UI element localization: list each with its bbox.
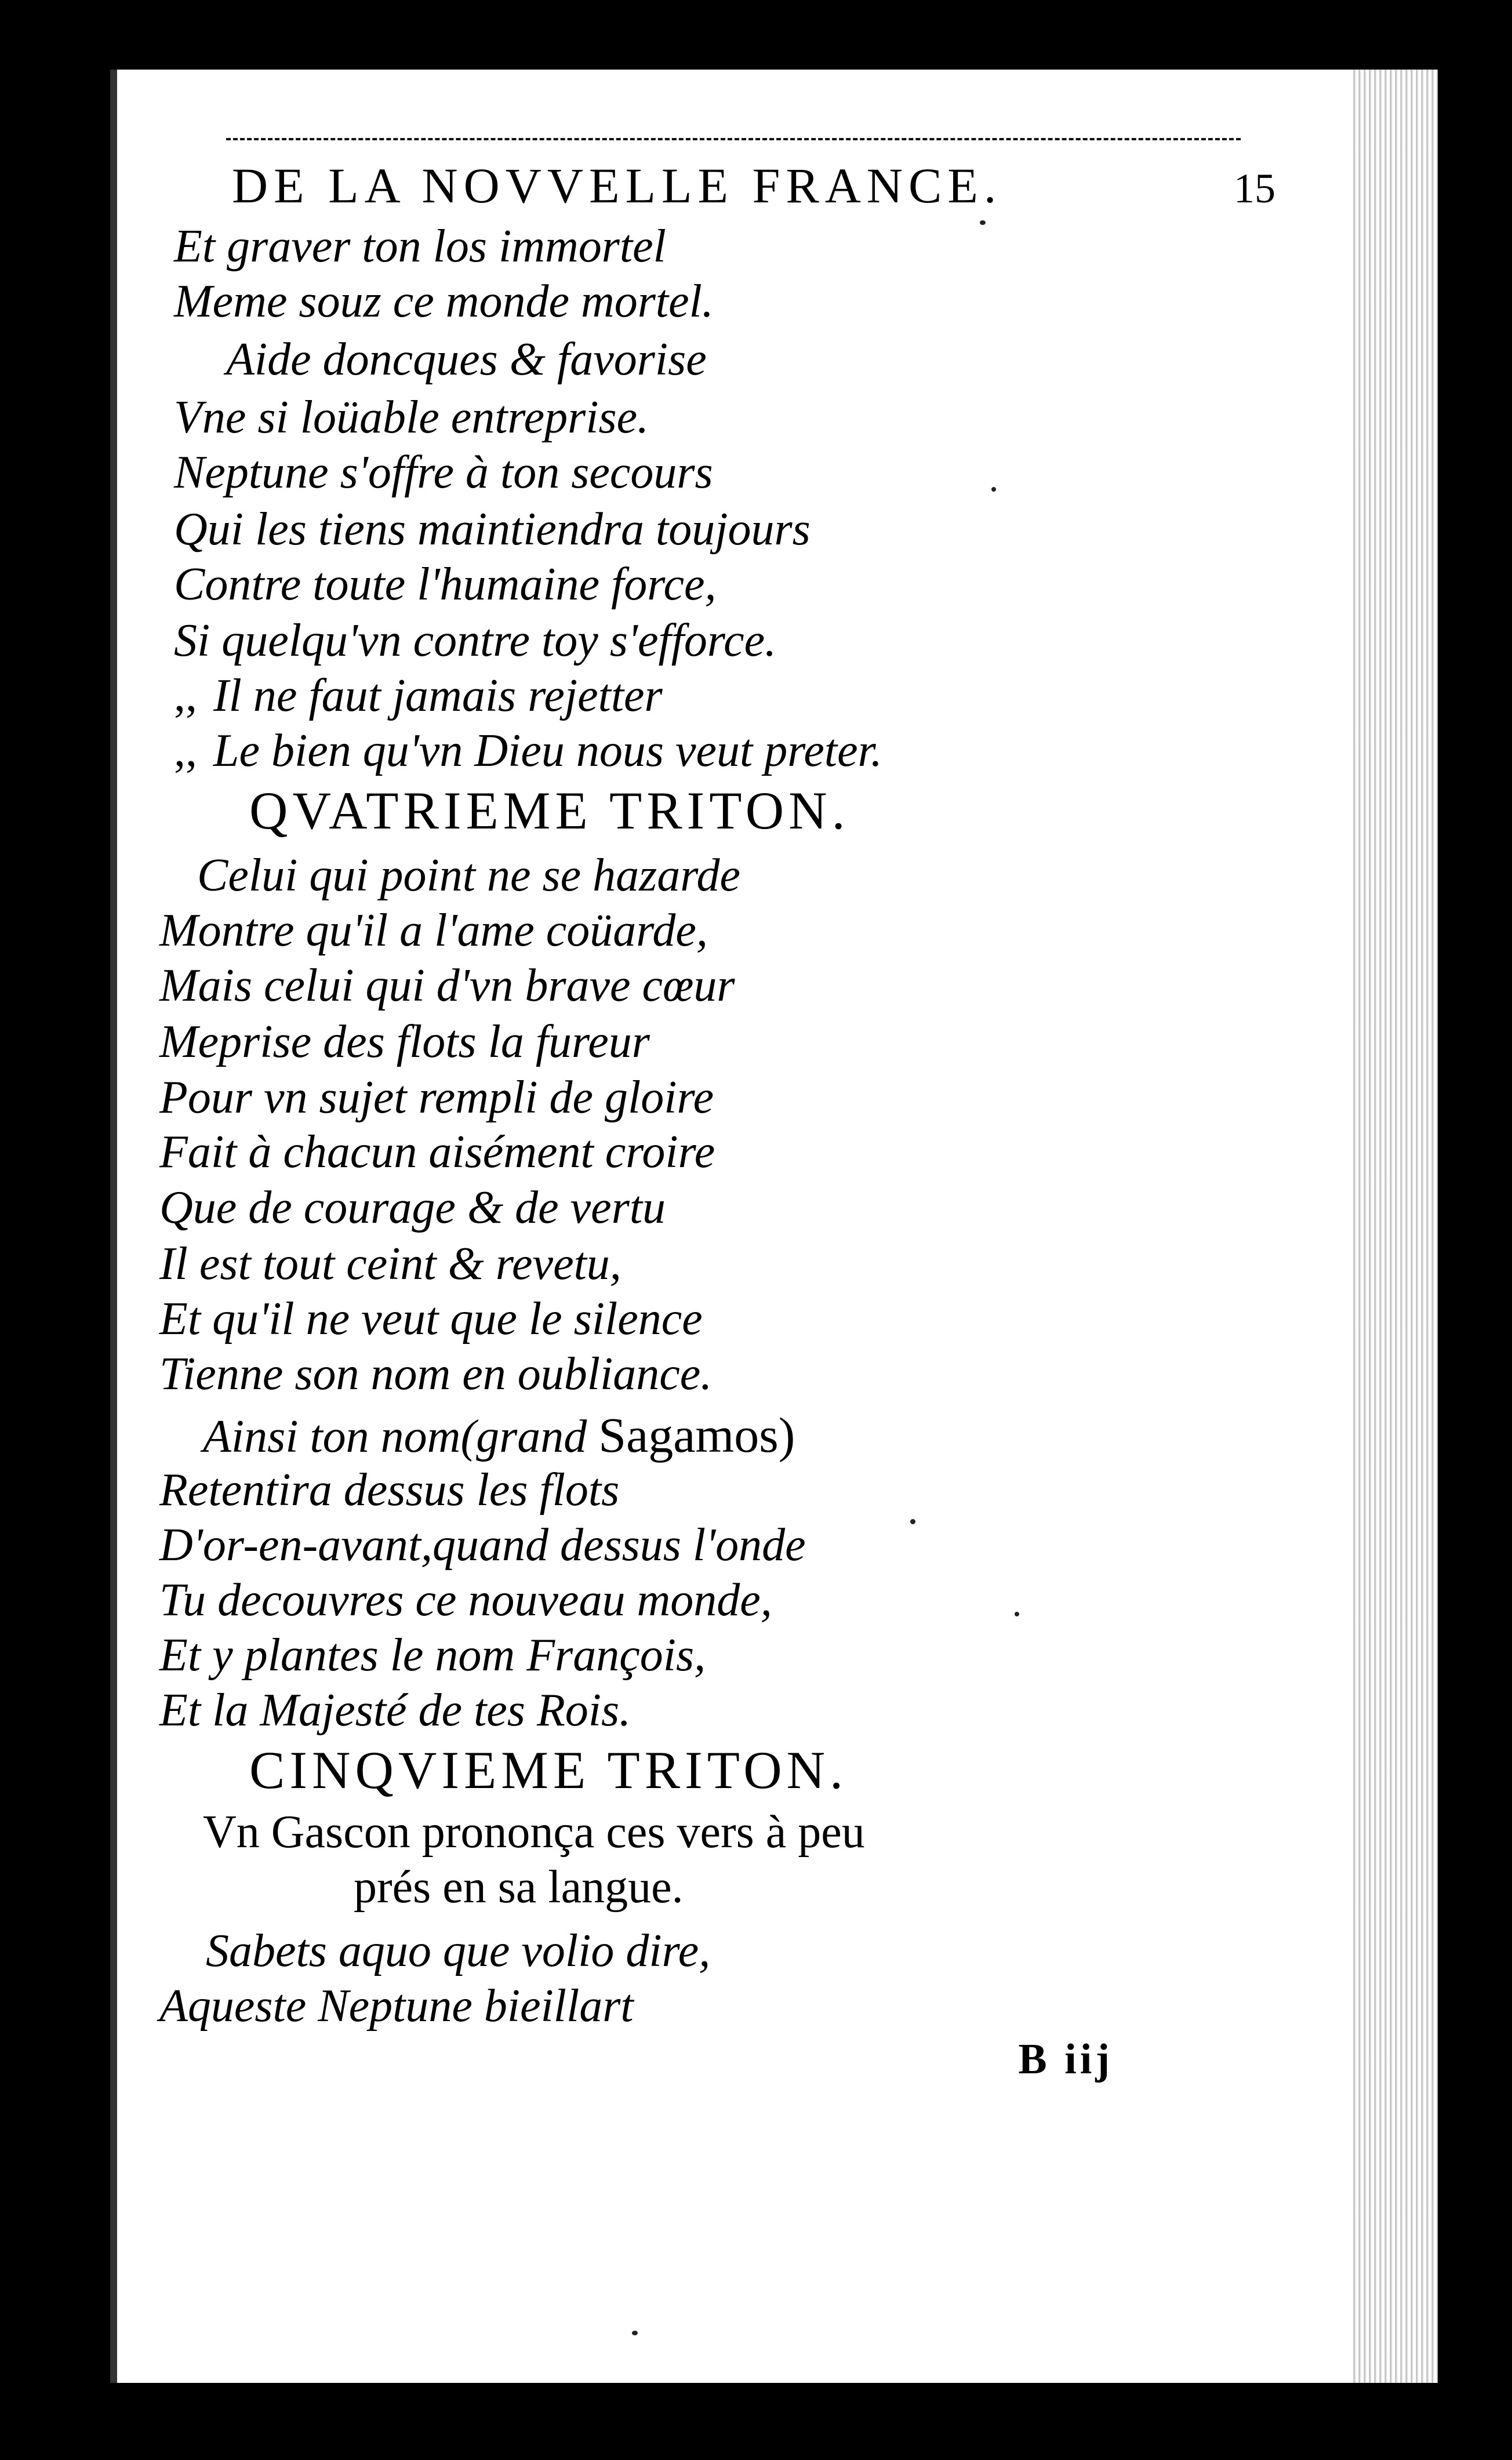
- verse-line: Et qu'il ne veut que le silence: [159, 1293, 703, 1345]
- section-heading: CINQVIEME TRITON.: [249, 1740, 848, 1800]
- verse-line: Sabets aquo que volio dire,: [206, 1925, 711, 1976]
- verse-line: Montre qu'il a l'ame coüarde,: [159, 905, 708, 956]
- verse-line: Retentira dessus les flots: [159, 1465, 620, 1516]
- verse-line: Contre toute l'humaine force,: [174, 559, 717, 610]
- verse-line: Si quelqu'vn contre toy s'efforce.: [174, 615, 777, 666]
- scan-speck: [991, 487, 996, 492]
- quote-mark: ,,: [174, 670, 197, 721]
- scan-edge-noise: [1351, 70, 1438, 2383]
- verse-line-mixed: [203, 1409, 795, 1463]
- verse-line: Neptune s'offre à ton secours: [174, 447, 713, 498]
- verse-line: Meprise des flots la fureur: [159, 1016, 650, 1067]
- verse-line: Meme souz ce monde mortel.: [174, 276, 714, 327]
- verse-line: Tienne son nom en oubliance.: [159, 1349, 713, 1400]
- running-header: [232, 157, 1275, 220]
- verse-text: Il ne faut jamais rejetter: [213, 670, 663, 721]
- section-heading: QVATRIEME TRITON.: [249, 781, 850, 840]
- verse-line: Tu decouvres ce nouveau monde,: [159, 1575, 772, 1626]
- signature-mark: B iij: [1018, 2036, 1113, 2083]
- verse-line: D'or-en-avant,quand dessus l'onde: [159, 1520, 806, 1571]
- verse-line-quoted: [174, 725, 882, 777]
- verse-line: Il est tout ceint & revetu,: [159, 1238, 621, 1289]
- verse-line: Que de courage & de vertu: [159, 1182, 666, 1233]
- verse-line: Qui les tiens maintiendra toujours: [174, 504, 810, 555]
- verse-line: Et y plantes le nom François,: [159, 1630, 706, 1681]
- scan-speck: [632, 2331, 638, 2335]
- verse-line: Et la Majesté de tes Rois.: [159, 1685, 631, 1736]
- scan-speck: [910, 1519, 915, 1524]
- verse-name: Sagamos): [598, 1407, 795, 1463]
- header-rule: [226, 138, 1241, 143]
- verse-line: Fait à chacun aisément croire: [159, 1127, 715, 1178]
- quote-mark: ,,: [174, 725, 197, 776]
- prose-line: prés en sa langue.: [354, 1862, 684, 1913]
- page-edge-shadow: [110, 70, 117, 2383]
- book-page: [110, 70, 1438, 2383]
- verse-line: Vne si loüable entreprise.: [174, 392, 649, 443]
- verse-line-quoted: [174, 670, 663, 722]
- verse-line: Aqueste Neptune bieillart: [159, 1981, 634, 2032]
- page-number: 15: [1234, 165, 1275, 212]
- verse-text: Le bien qu'vn Dieu nous veut preter.: [213, 725, 882, 776]
- verse-text: Ainsi ton nom(grand: [203, 1411, 587, 1462]
- verse-line: Et graver ton los immortel: [174, 221, 666, 272]
- scan-speck: [980, 220, 986, 225]
- verse-line: Mais celui qui d'vn brave cœur: [159, 960, 735, 1011]
- running-title: DE LA NOVVELLE FRANCE.: [232, 158, 1002, 213]
- scan-speck: [1015, 1612, 1019, 1616]
- prose-line: Vn Gascon prononça ces vers à peu: [203, 1807, 865, 1858]
- verse-line: Pour vn sujet rempli de gloire: [159, 1072, 714, 1123]
- verse-line: Celui qui point ne se hazarde: [197, 850, 740, 901]
- verse-line: Aide doncques & favorise: [226, 334, 707, 385]
